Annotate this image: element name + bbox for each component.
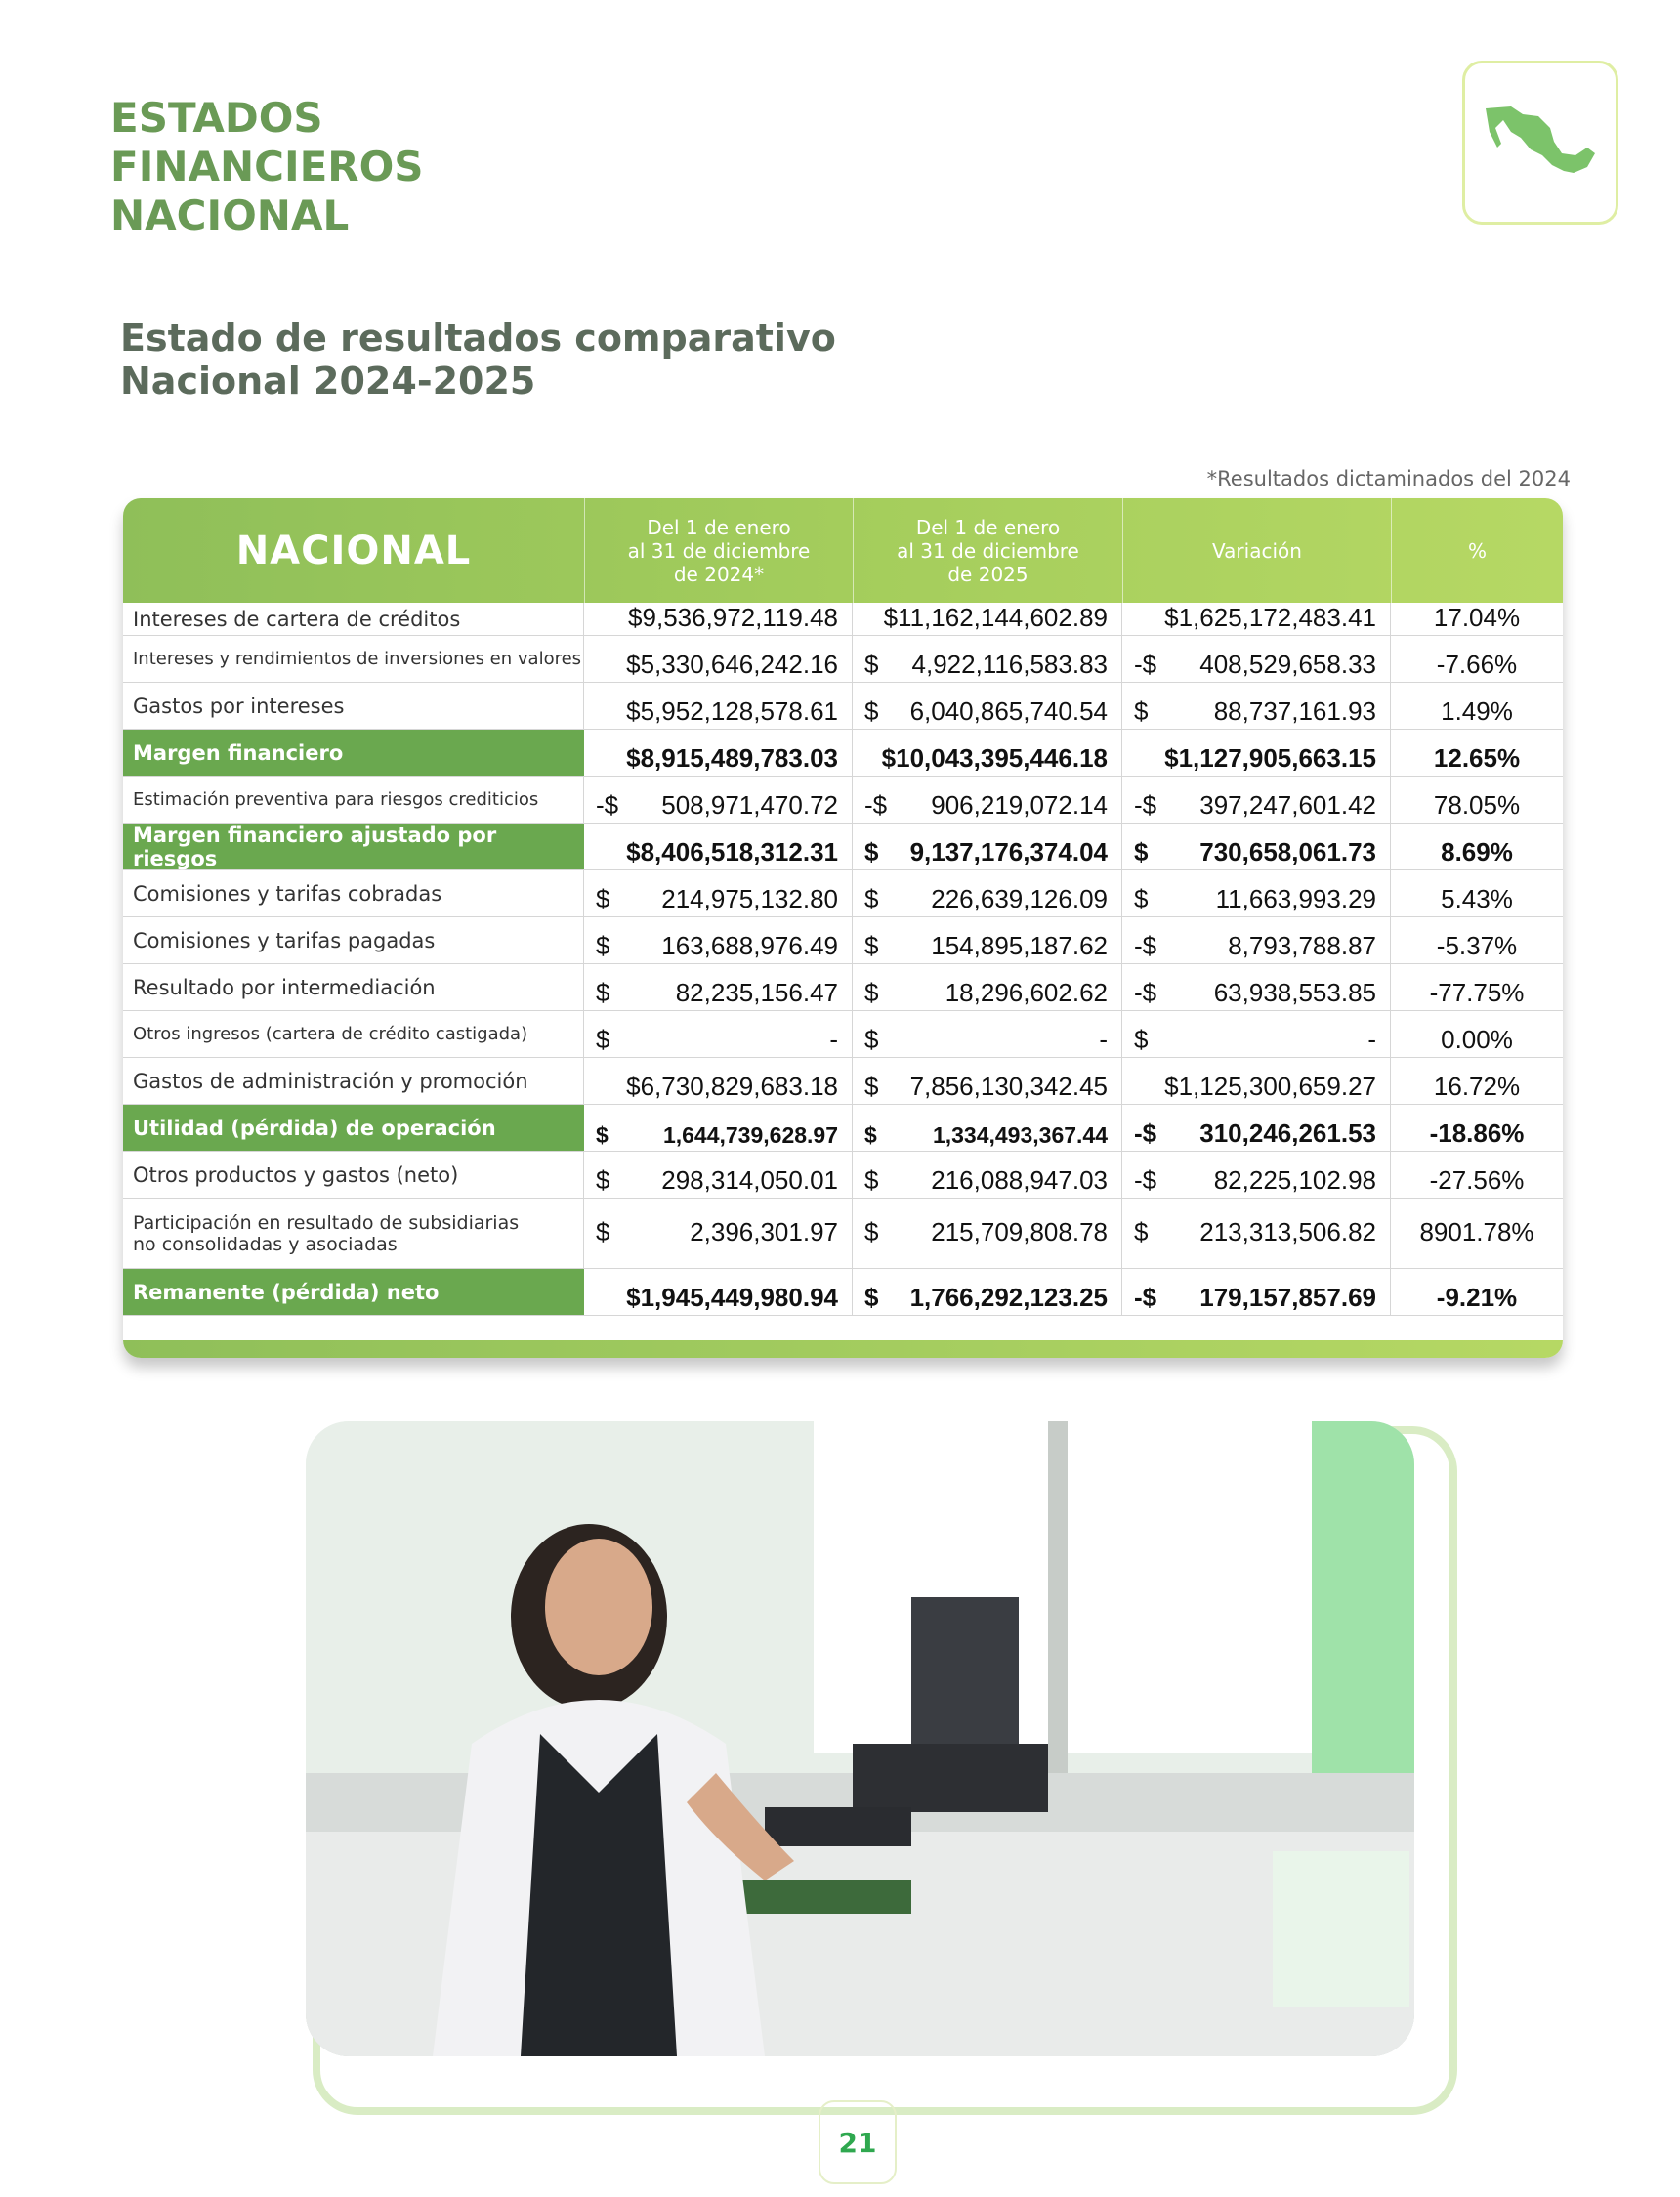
cell-2024 <box>584 1105 853 1151</box>
cell-percent: 16.72% <box>1433 1072 1521 1101</box>
cell-2025 <box>853 777 1122 823</box>
row-label: Margen financiero <box>123 730 584 776</box>
cell-2024 <box>584 824 853 869</box>
cell-value: 18,296,602.62 <box>945 978 1108 1007</box>
currency-sign: $ <box>864 837 879 866</box>
cell-percent: -7.66% <box>1436 650 1518 679</box>
row-label-line: Participación en resultado de subsidiarias <box>133 1211 520 1234</box>
column-header-percent <box>1391 498 1563 603</box>
currency-sign: $ <box>864 978 879 1007</box>
currency-sign: $ <box>864 1122 877 1148</box>
cell-2024 <box>584 603 853 635</box>
cell-variation <box>1122 917 1391 963</box>
cell-value: 298,314,050.01 <box>661 1165 838 1195</box>
table-row-highlight <box>123 1105 1563 1152</box>
row-label: Gastos por intereses <box>123 683 584 729</box>
column-header-line: al 31 de diciembre <box>897 538 1079 563</box>
cell-value: $5,330,646,242.16 <box>626 650 838 679</box>
cell-value: 8,793,788.87 <box>1228 931 1376 960</box>
currency-sign: $ <box>1134 1025 1149 1054</box>
currency-sign: -$ <box>1134 1165 1157 1195</box>
cell-percent: 0.00% <box>1441 1025 1513 1054</box>
table-row <box>123 917 1563 964</box>
currency-sign: $ <box>1134 697 1149 726</box>
cell-value: 1,644,739,628.97 <box>662 1122 838 1148</box>
document-title-line: Estado de resultados comparativo <box>120 317 836 359</box>
column-header-variation <box>1122 498 1391 603</box>
cell-2024 <box>584 917 853 963</box>
cell-value: 310,246,261.53 <box>1199 1119 1376 1148</box>
cell-value: - <box>1099 1025 1108 1054</box>
cell-2025 <box>853 603 1122 635</box>
cell-percent: -5.37% <box>1436 931 1518 960</box>
currency-sign: -$ <box>864 790 888 820</box>
cell-2025 <box>853 1269 1122 1315</box>
cell-percent: -27.56% <box>1429 1165 1525 1195</box>
cell-variation <box>1122 636 1391 682</box>
cell-2025 <box>853 730 1122 776</box>
cell-variation <box>1122 1152 1391 1198</box>
table-row <box>123 1152 1563 1199</box>
cell-value: 4,922,116,583.83 <box>911 650 1108 679</box>
cell-2025 <box>853 824 1122 869</box>
currency-sign: $ <box>596 1025 610 1054</box>
table-row-highlight <box>123 730 1563 777</box>
row-label: Otros ingresos (cartera de crédito castigada) <box>123 1011 584 1057</box>
cell-value: $8,406,518,312.31 <box>626 837 838 866</box>
cell-value: 1,334,493,367.44 <box>932 1122 1108 1148</box>
table-row <box>123 777 1563 824</box>
cell-value: 82,225,102.98 <box>1213 1165 1376 1195</box>
currency-sign: $ <box>596 978 610 1007</box>
cell-value: 214,975,132.80 <box>661 884 838 913</box>
cell-percent: 5.43% <box>1441 884 1513 913</box>
cell-2024 <box>584 1269 853 1315</box>
cell-percent: 12.65% <box>1433 743 1521 773</box>
cell-variation <box>1122 1269 1391 1315</box>
currency-sign: $ <box>864 1217 879 1246</box>
mexico-map-badge <box>1462 61 1618 225</box>
cell-value: 6,040,865,740.54 <box>909 697 1108 726</box>
column-header-line: Del 1 de enero <box>647 515 791 539</box>
column-header-line: de 2024* <box>673 562 765 586</box>
row-label: Utilidad (pérdida) de operación <box>123 1105 584 1151</box>
cell-value: 88,737,161.93 <box>1213 697 1376 726</box>
currency-sign: -$ <box>1134 931 1157 960</box>
table-row <box>123 636 1563 683</box>
table-row-highlight <box>123 824 1563 870</box>
cell-value: 906,219,072.14 <box>931 790 1108 820</box>
document-title <box>120 317 836 402</box>
cell-variation <box>1122 603 1391 635</box>
currency-sign: $ <box>864 1283 879 1312</box>
cell-value: 82,235,156.47 <box>675 978 838 1007</box>
cell-value: 11,663,993.29 <box>1215 884 1376 913</box>
section-title <box>110 94 424 240</box>
column-header-2024 <box>584 498 853 603</box>
cell-value: 154,895,187.62 <box>931 931 1108 960</box>
cell-2024 <box>584 730 853 776</box>
row-label-line: no consolidadas y asociadas <box>133 1233 398 1255</box>
row-label: Intereses de cartera de créditos <box>123 603 584 635</box>
cell-percent: 8.69% <box>1441 837 1513 866</box>
currency-sign: $ <box>864 931 879 960</box>
photo-illustration <box>306 1421 1414 2056</box>
currency-sign: $ <box>596 1165 610 1195</box>
row-label: Estimación preventiva para riesgos crediticios <box>123 777 584 823</box>
currency-sign: $ <box>864 1165 879 1195</box>
cell-value: - <box>829 1025 838 1054</box>
column-header-line: % <box>1467 538 1487 563</box>
table-row <box>123 870 1563 917</box>
table-header-title: NACIONAL <box>235 528 472 573</box>
cell-2025 <box>853 1058 1122 1104</box>
currency-sign: $ <box>1134 1217 1149 1246</box>
cell-value: 226,639,126.09 <box>931 884 1108 913</box>
cell-value: 508,971,470.72 <box>661 790 838 820</box>
cell-value: 213,313,506.82 <box>1199 1217 1376 1246</box>
cell-value: $8,915,489,783.03 <box>626 743 838 773</box>
cell-percent: 78.05% <box>1433 790 1521 820</box>
page-number: 21 <box>819 2100 897 2184</box>
currency-sign: -$ <box>1134 1119 1157 1148</box>
cell-percent: -18.86% <box>1429 1119 1525 1148</box>
table-row <box>123 683 1563 730</box>
cell-value: 215,709,808.78 <box>931 1217 1108 1246</box>
cell-value: $9,536,972,119.48 <box>628 603 838 632</box>
cell-2024 <box>584 777 853 823</box>
cell-value: $6,730,829,683.18 <box>626 1072 838 1101</box>
cell-2025 <box>853 870 1122 916</box>
column-header-line: Variación <box>1212 538 1302 563</box>
section-title-line: NACIONAL <box>110 191 350 239</box>
table-row <box>123 1058 1563 1105</box>
cell-variation <box>1122 870 1391 916</box>
cell-value: - <box>1367 1025 1376 1054</box>
currency-sign: $ <box>864 697 879 726</box>
cell-value: $5,952,128,578.61 <box>626 697 838 726</box>
cell-value: $1,625,172,483.41 <box>1164 603 1376 632</box>
cell-variation <box>1122 1011 1391 1057</box>
currency-sign: $ <box>596 931 610 960</box>
currency-sign: $ <box>1134 884 1149 913</box>
currency-sign: $ <box>864 884 879 913</box>
cell-value: 7,856,130,342.45 <box>909 1072 1108 1101</box>
row-label: Gastos de administración y promoción <box>123 1058 584 1104</box>
row-label: Intereses y rendimientos de inversiones en valores <box>123 636 584 682</box>
cell-value: 216,088,947.03 <box>931 1165 1108 1195</box>
row-label: Margen financiero ajustado por riesgos <box>123 824 584 869</box>
cell-value: $1,127,905,663.15 <box>1164 743 1376 773</box>
cell-value: $11,162,144,602.89 <box>883 603 1108 632</box>
column-header-2025 <box>853 498 1122 603</box>
cell-2025 <box>853 1011 1122 1057</box>
cell-value: 730,658,061.73 <box>1199 837 1376 866</box>
currency-sign: $ <box>596 1122 609 1148</box>
mexico-map-icon <box>1482 99 1599 187</box>
cell-variation <box>1122 1199 1391 1268</box>
cell-2024 <box>584 636 853 682</box>
table-row-highlight <box>123 1269 1563 1316</box>
currency-sign: -$ <box>1134 978 1157 1007</box>
income-statement-table <box>123 498 1563 1358</box>
cell-value: 179,157,857.69 <box>1199 1283 1376 1312</box>
section-title-line: ESTADOS <box>110 94 323 142</box>
cell-2024 <box>584 1199 853 1268</box>
currency-sign: $ <box>864 1072 879 1101</box>
table-row <box>123 964 1563 1011</box>
table-bottom-bar <box>123 1340 1563 1358</box>
row-label: Comisiones y tarifas cobradas <box>123 870 584 916</box>
cell-variation <box>1122 1058 1391 1104</box>
cell-2025 <box>853 917 1122 963</box>
row-label <box>123 1199 584 1268</box>
cell-value: 397,247,601.42 <box>1199 790 1376 820</box>
cell-2024 <box>584 964 853 1010</box>
currency-sign: -$ <box>1134 790 1157 820</box>
cell-percent: -9.21% <box>1436 1283 1518 1312</box>
cell-value: 163,688,976.49 <box>661 931 838 960</box>
currency-sign: -$ <box>596 790 619 820</box>
cell-value: $10,043,395,446.18 <box>881 743 1108 773</box>
column-header-line: al 31 de diciembre <box>627 538 811 563</box>
cell-2024 <box>584 1058 853 1104</box>
cell-variation <box>1122 1105 1391 1151</box>
cell-value: $1,125,300,659.27 <box>1164 1072 1376 1101</box>
column-header-line: de 2025 <box>947 562 1029 586</box>
currency-sign: $ <box>596 1217 610 1246</box>
cell-2025 <box>853 1152 1122 1198</box>
cell-value: $1,945,449,980.94 <box>626 1283 838 1312</box>
cell-2024 <box>584 1011 853 1057</box>
cell-percent: 1.49% <box>1441 697 1513 726</box>
currency-sign: -$ <box>1134 1283 1157 1312</box>
cell-variation <box>1122 683 1391 729</box>
cell-value: 63,938,553.85 <box>1213 978 1376 1007</box>
table-row <box>123 603 1563 636</box>
cell-value: 1,766,292,123.25 <box>909 1283 1108 1312</box>
cell-value: 2,396,301.97 <box>690 1217 838 1246</box>
currency-sign: $ <box>1134 837 1149 866</box>
footnote: *Resultados dictaminados del 2024 <box>1206 467 1571 490</box>
table-body <box>123 603 1563 1316</box>
section-title-line: FINANCIEROS <box>110 143 424 190</box>
document-title-line: Nacional 2024-2025 <box>120 359 536 402</box>
cell-percent: -77.75% <box>1429 978 1525 1007</box>
cell-value: 408,529,658.33 <box>1199 650 1376 679</box>
row-label: Remanente (pérdida) neto <box>123 1269 584 1315</box>
row-label: Comisiones y tarifas pagadas <box>123 917 584 963</box>
cell-2024 <box>584 683 853 729</box>
table-row <box>123 1199 1563 1269</box>
currency-sign: -$ <box>1134 650 1157 679</box>
cell-2025 <box>853 683 1122 729</box>
cell-2025 <box>853 1199 1122 1268</box>
column-header-line: Del 1 de enero <box>915 515 1061 539</box>
cell-2025 <box>853 964 1122 1010</box>
cell-percent: 8901.78% <box>1419 1217 1534 1246</box>
cell-variation <box>1122 730 1391 776</box>
cell-value: 9,137,176,374.04 <box>909 837 1108 866</box>
row-label: Otros productos y gastos (neto) <box>123 1152 584 1198</box>
currency-sign: $ <box>864 650 879 679</box>
cell-variation <box>1122 824 1391 869</box>
row-label: Resultado por intermediación <box>123 964 584 1010</box>
cell-2024 <box>584 1152 853 1198</box>
table-header <box>123 498 1563 603</box>
table-row <box>123 1011 1563 1058</box>
cell-variation <box>1122 777 1391 823</box>
cell-percent: 17.04% <box>1433 603 1521 632</box>
cell-2025 <box>853 636 1122 682</box>
cell-2024 <box>584 870 853 916</box>
photo-woman-at-desk <box>306 1421 1414 2056</box>
currency-sign: $ <box>864 1025 879 1054</box>
cell-2025 <box>853 1105 1122 1151</box>
cell-variation <box>1122 964 1391 1010</box>
currency-sign: $ <box>596 884 610 913</box>
